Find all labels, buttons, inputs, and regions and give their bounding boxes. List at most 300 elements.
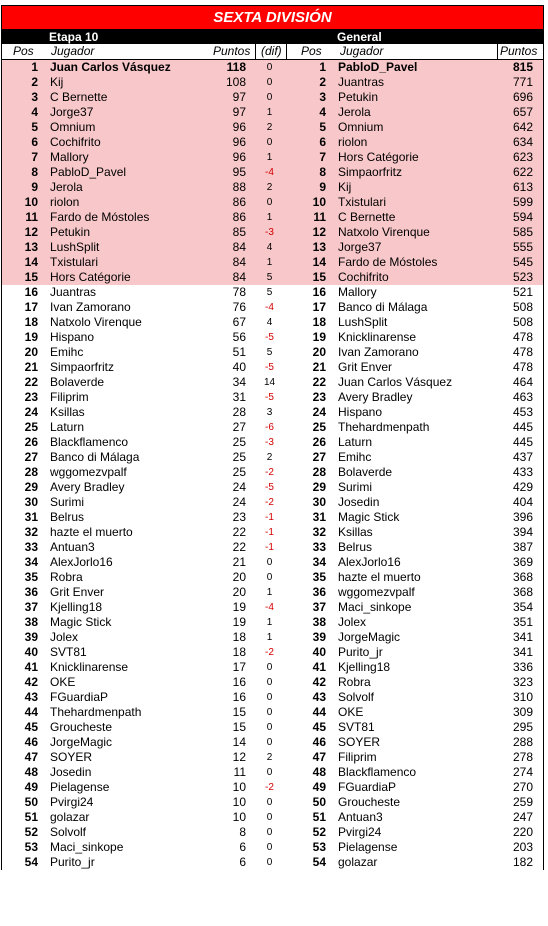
general-position: 25 — [312, 420, 326, 434]
general-position: 36 — [312, 585, 326, 599]
stage-position: 1 — [31, 60, 38, 74]
stage-points: 21 — [232, 555, 246, 569]
stage-player-name: wggomezvpalf — [50, 465, 127, 479]
general-position: 14 — [312, 255, 326, 269]
stage-player-name: SOYER — [50, 750, 93, 764]
general-player-name: Filiprim — [338, 750, 377, 764]
stage-player-name: Hispano — [50, 330, 95, 344]
position-change: 1 — [266, 632, 273, 643]
general-player-name: Surimi — [338, 480, 373, 494]
table-row — [2, 390, 543, 405]
table-row — [2, 765, 543, 780]
general-points: 351 — [512, 615, 533, 629]
stage-position: 39 — [24, 630, 38, 644]
position-change: 0 — [266, 827, 273, 838]
stage-player-name: Ivan Zamorano — [50, 300, 131, 314]
stage-position: 20 — [24, 345, 38, 359]
stage-position: 50 — [24, 795, 38, 809]
general-position: 54 — [312, 855, 326, 869]
division-title: SEXTA DIVISIÓN — [213, 9, 332, 26]
division-title-bar — [1, 5, 544, 30]
general-position: 10 — [312, 195, 326, 209]
stage-position: 49 — [24, 780, 38, 794]
general-points: 295 — [512, 720, 533, 734]
general-points: 278 — [512, 750, 533, 764]
general-player-name: wggomezvpalf — [338, 585, 415, 599]
general-points: 696 — [512, 90, 533, 104]
general-position: 50 — [312, 795, 326, 809]
general-points: 622 — [512, 165, 533, 179]
stage-position: 22 — [24, 375, 38, 389]
position-change: 0 — [266, 737, 273, 748]
general-position: 11 — [313, 210, 326, 224]
general-position: 52 — [312, 825, 326, 839]
general-player-name: riolon — [338, 135, 368, 149]
stage-position: 7 — [31, 150, 38, 164]
stage-player-name: Cochifrito — [50, 135, 101, 149]
stage-points: 23 — [232, 510, 246, 524]
stage-player-name: C Bernette — [50, 90, 108, 104]
stage-points: 78 — [232, 285, 246, 299]
stage-points: 18 — [232, 630, 246, 644]
general-points: 354 — [512, 600, 533, 614]
position-change: 2 — [266, 452, 273, 463]
stage-position: 36 — [24, 585, 38, 599]
general-points: 445 — [512, 435, 533, 449]
stage-player-name: Jolex — [50, 630, 79, 644]
general-points: 274 — [512, 765, 533, 779]
general-player-name: Kjelling18 — [338, 660, 391, 674]
stage-position: 19 — [24, 330, 38, 344]
stage-player-name: Thehardmenpath — [50, 705, 142, 719]
stage-points: 96 — [232, 150, 246, 164]
general-points: 599 — [512, 195, 533, 209]
stage-points: 25 — [232, 465, 246, 479]
table-row — [2, 195, 543, 210]
stage-position: 8 — [31, 165, 38, 179]
general-points: 523 — [512, 270, 533, 284]
position-change: 4 — [266, 242, 273, 253]
general-player-name: Jolex — [338, 615, 367, 629]
table-row — [2, 630, 543, 645]
general-points: 555 — [512, 240, 533, 254]
stage-player-name: Emihc — [50, 345, 84, 359]
stage-position: 26 — [24, 435, 38, 449]
position-change: -5 — [265, 482, 274, 493]
stage-player-name: hazte el muerto — [50, 525, 133, 539]
stage-player-name: Kjelling18 — [50, 600, 103, 614]
general-position: 6 — [319, 135, 326, 149]
stage-points: 108 — [225, 75, 246, 89]
general-player-name: Natxolo Virenque — [338, 225, 430, 239]
stage-player-name: Bolaverde — [50, 375, 105, 389]
general-points: 463 — [512, 390, 533, 404]
stage-player-name: Filiprim — [50, 390, 89, 404]
position-change: -1 — [265, 542, 274, 553]
table-row — [2, 135, 543, 150]
table-row — [2, 825, 543, 840]
stage-player-name: Josedin — [50, 765, 92, 779]
stage-position: 27 — [24, 450, 38, 464]
stage-player-name: Blackflamenco — [50, 435, 129, 449]
general-position: 35 — [312, 570, 326, 584]
stage-position: 5 — [31, 120, 38, 134]
general-points: 387 — [512, 540, 533, 554]
position-change: 0 — [266, 662, 273, 673]
general-player-name: Pvirgi24 — [338, 825, 382, 839]
header-divider — [286, 44, 287, 60]
general-position: 49 — [312, 780, 326, 794]
general-points: 369 — [512, 555, 533, 569]
stage-points: 84 — [232, 255, 246, 269]
stage-points: 25 — [232, 435, 246, 449]
table-right-border — [543, 44, 544, 870]
stage-player-name: Groucheste — [50, 720, 113, 734]
col-header-dif: (dif) — [261, 44, 282, 58]
stage-position: 31 — [24, 510, 38, 524]
stage-player-name: Banco di Málaga — [50, 450, 140, 464]
stage-points: 10 — [232, 795, 246, 809]
stage-player-name: JorgeMagic — [50, 735, 113, 749]
general-player-name: hazte el muerto — [338, 570, 421, 584]
stage-player-name: Pvirgi24 — [50, 795, 94, 809]
general-points: 270 — [512, 780, 533, 794]
position-change: 5 — [266, 287, 273, 298]
stage-points: 17 — [232, 660, 246, 674]
section-header-bar — [1, 30, 544, 44]
stage-player-name: Hors Catégorie — [50, 270, 131, 284]
table-row — [2, 120, 543, 135]
general-position: 15 — [312, 270, 326, 284]
position-change: 1 — [266, 107, 273, 118]
general-player-name: Purito_jr — [338, 645, 383, 659]
stage-points: 18 — [232, 645, 246, 659]
general-points: 404 — [512, 495, 533, 509]
general-player-name: Josedin — [338, 495, 380, 509]
standings-rows — [2, 60, 543, 870]
general-position: 9 — [319, 180, 326, 194]
position-change: 0 — [266, 557, 273, 568]
stage-player-name: Maci_sinkope — [50, 840, 124, 854]
general-section-label: General — [337, 30, 382, 44]
stage-player-name: Juantras — [50, 285, 97, 299]
general-points: 508 — [512, 300, 533, 314]
position-change: 0 — [266, 77, 273, 88]
stage-points: 16 — [232, 675, 246, 689]
stage-points: 40 — [232, 360, 246, 374]
stage-position: 25 — [24, 420, 38, 434]
general-player-name: Mallory — [338, 285, 377, 299]
general-points: 445 — [512, 420, 533, 434]
table-row — [2, 780, 543, 795]
general-player-name: Grit Enver — [338, 360, 393, 374]
stage-position: 6 — [31, 135, 38, 149]
position-change: 1 — [266, 152, 273, 163]
table-row — [2, 735, 543, 750]
position-change: 4 — [266, 317, 273, 328]
table-row — [2, 645, 543, 660]
general-player-name: Juan Carlos Vásquez — [338, 375, 453, 389]
position-change: -4 — [265, 302, 274, 313]
general-points: 203 — [512, 840, 533, 854]
stage-position: 21 — [24, 360, 38, 374]
general-points: 478 — [512, 345, 533, 359]
stage-position: 2 — [31, 75, 38, 89]
stage-player-name: Purito_jr — [50, 855, 95, 869]
stage-points: 16 — [232, 690, 246, 704]
stage-position: 24 — [24, 405, 38, 419]
general-position: 3 — [319, 90, 326, 104]
table-row — [2, 690, 543, 705]
general-position: 34 — [312, 555, 326, 569]
general-player-name: Magic Stick — [338, 510, 400, 524]
table-row — [2, 180, 543, 195]
general-points: 623 — [512, 150, 533, 164]
position-change: -5 — [265, 332, 274, 343]
general-player-name: C Bernette — [338, 210, 396, 224]
stage-player-name: LushSplit — [50, 240, 100, 254]
stage-player-name: Fardo de Móstoles — [50, 210, 150, 224]
position-change: 0 — [266, 812, 273, 823]
table-row — [2, 255, 543, 270]
stage-position: 34 — [24, 555, 38, 569]
stage-points: 19 — [232, 615, 246, 629]
general-position: 19 — [312, 330, 326, 344]
general-player-name: Cochifrito — [338, 270, 389, 284]
stage-points: 22 — [232, 540, 246, 554]
stage-position: 43 — [24, 690, 38, 704]
stage-points: 118 — [226, 60, 246, 74]
position-change: 0 — [266, 197, 273, 208]
stage-position: 12 — [24, 225, 38, 239]
stage-player-name: Knicklinarense — [50, 660, 129, 674]
general-position: 48 — [312, 765, 326, 779]
general-points: 323 — [512, 675, 533, 689]
general-points: 478 — [512, 330, 533, 344]
stage-points: 84 — [232, 240, 246, 254]
stage-player-name: SVT81 — [50, 645, 87, 659]
table-row — [2, 285, 543, 300]
general-player-name: SVT81 — [338, 720, 375, 734]
stage-points: 15 — [232, 705, 246, 719]
general-player-name: Ivan Zamorano — [338, 345, 419, 359]
header-divider — [497, 44, 498, 60]
table-row — [2, 495, 543, 510]
general-player-name: Banco di Málaga — [338, 300, 428, 314]
stage-points: 97 — [232, 105, 246, 119]
stage-position: 9 — [31, 180, 38, 194]
stage-position: 29 — [24, 480, 38, 494]
general-player-name: Juantras — [338, 75, 385, 89]
table-row — [2, 540, 543, 555]
general-points: 585 — [512, 225, 533, 239]
general-player-name: Laturn — [338, 435, 373, 449]
stage-player-name: Laturn — [50, 420, 85, 434]
table-row — [2, 225, 543, 240]
general-position: 32 — [312, 525, 326, 539]
stage-player-name: Petukin — [50, 225, 91, 239]
stage-position: 10 — [24, 195, 38, 209]
general-position: 30 — [312, 495, 326, 509]
table-row — [2, 300, 543, 315]
general-position: 24 — [312, 405, 326, 419]
general-points: 508 — [512, 315, 533, 329]
general-player-name: Ksillas — [338, 525, 373, 539]
position-change: 0 — [266, 857, 273, 868]
stage-player-name: Kij — [50, 75, 64, 89]
general-points: 288 — [512, 735, 533, 749]
stage-points: 31 — [232, 390, 246, 404]
general-position: 40 — [312, 645, 326, 659]
stage-points: 6 — [239, 855, 246, 869]
general-points: 368 — [512, 585, 533, 599]
position-change: 0 — [266, 722, 273, 733]
general-player-name: Pielagense — [338, 840, 398, 854]
general-points: 815 — [512, 60, 533, 74]
table-row — [2, 435, 543, 450]
general-position: 28 — [312, 465, 326, 479]
stage-points: 15 — [232, 720, 246, 734]
general-position: 38 — [312, 615, 326, 629]
stage-position: 14 — [24, 255, 38, 269]
position-change: 0 — [266, 767, 273, 778]
general-position: 16 — [312, 285, 326, 299]
position-change: -1 — [265, 527, 274, 538]
stage-position: 13 — [24, 240, 38, 254]
stage-position: 15 — [24, 270, 38, 284]
stage-player-name: Omnium — [50, 120, 96, 134]
general-player-name: Jerola — [338, 105, 371, 119]
general-position: 4 — [319, 105, 326, 119]
table-row — [2, 330, 543, 345]
stage-points: 27 — [232, 420, 246, 434]
stage-player-name: Antuan3 — [50, 540, 95, 554]
stage-player-name: Txistulari — [50, 255, 99, 269]
general-player-name: SOYER — [338, 735, 381, 749]
position-change: -4 — [265, 602, 274, 613]
table-row — [2, 345, 543, 360]
stage-position: 40 — [24, 645, 38, 659]
stage-position: 17 — [24, 300, 38, 314]
stage-points: 24 — [232, 495, 246, 509]
general-position: 39 — [312, 630, 326, 644]
general-points: 464 — [512, 375, 533, 389]
stage-position: 51 — [24, 810, 38, 824]
stage-player-name: Mallory — [50, 150, 89, 164]
position-change: -3 — [265, 227, 274, 238]
general-player-name: PabloD_Pavel — [338, 60, 418, 74]
stage-player-name: Jerola — [50, 180, 83, 194]
general-points: 437 — [512, 450, 533, 464]
stage-points: 20 — [232, 570, 246, 584]
general-player-name: Simpaorfritz — [338, 165, 403, 179]
position-change: -4 — [265, 167, 274, 178]
general-points: 182 — [512, 855, 533, 869]
stage-points: 85 — [232, 225, 246, 239]
stage-position: 38 — [24, 615, 38, 629]
general-position: 42 — [312, 675, 326, 689]
table-row — [2, 660, 543, 675]
general-player-name: Fardo de Móstoles — [338, 255, 438, 269]
stage-position: 48 — [24, 765, 38, 779]
stage-points: 22 — [232, 525, 246, 539]
stage-position: 53 — [24, 840, 38, 854]
stage-player-name: Robra — [50, 570, 83, 584]
table-row — [2, 105, 543, 120]
stage-points: 51 — [232, 345, 246, 359]
stage-position: 46 — [24, 735, 38, 749]
stage-points: 11 — [233, 765, 246, 779]
general-player-name: Belrus — [338, 540, 373, 554]
general-position: 27 — [312, 450, 326, 464]
table-row — [2, 150, 543, 165]
general-player-name: Solvolf — [338, 690, 375, 704]
table-row — [2, 570, 543, 585]
stage-position: 44 — [24, 705, 38, 719]
position-change: -3 — [265, 437, 274, 448]
general-points: 478 — [512, 360, 533, 374]
stage-points: 67 — [232, 315, 246, 329]
stage-player-name: riolon — [50, 195, 80, 209]
general-points: 634 — [512, 135, 533, 149]
table-row — [2, 165, 543, 180]
col-header-general-jugador: Jugador — [340, 44, 384, 58]
position-change: 0 — [266, 677, 273, 688]
stage-player-name: OKE — [50, 675, 76, 689]
table-row — [2, 525, 543, 540]
general-points: 368 — [512, 570, 533, 584]
stage-position: 32 — [24, 525, 38, 539]
general-player-name: FGuardiaP — [338, 780, 397, 794]
table-row — [2, 420, 543, 435]
table-row — [2, 405, 543, 420]
table-row — [2, 240, 543, 255]
general-position: 21 — [312, 360, 326, 374]
general-points: 613 — [512, 180, 533, 194]
stage-position: 42 — [24, 675, 38, 689]
stage-points: 10 — [232, 810, 246, 824]
general-player-name: JorgeMagic — [338, 630, 401, 644]
table-row — [2, 480, 543, 495]
table-row — [2, 465, 543, 480]
general-position: 46 — [312, 735, 326, 749]
general-position: 47 — [312, 750, 326, 764]
general-points: 453 — [512, 405, 533, 419]
general-points: 247 — [512, 810, 533, 824]
stage-position: 4 — [31, 105, 38, 119]
position-change: -5 — [265, 362, 274, 373]
general-position: 31 — [312, 510, 326, 524]
position-change: 2 — [266, 122, 273, 133]
position-change: 2 — [266, 752, 273, 763]
general-points: 771 — [512, 75, 533, 89]
table-row — [2, 315, 543, 330]
position-change: 1 — [266, 587, 273, 598]
position-change: 0 — [266, 137, 273, 148]
stage-points: 14 — [232, 735, 246, 749]
general-position: 51 — [312, 810, 326, 824]
position-change: -6 — [265, 422, 274, 433]
general-points: 220 — [512, 825, 533, 839]
stage-position: 11 — [25, 210, 38, 224]
stage-position: 47 — [24, 750, 38, 764]
stage-points: 76 — [232, 300, 246, 314]
general-player-name: Maci_sinkope — [338, 600, 412, 614]
stage-points: 56 — [232, 330, 246, 344]
general-position: 33 — [312, 540, 326, 554]
table-row — [2, 60, 543, 75]
general-position: 43 — [312, 690, 326, 704]
